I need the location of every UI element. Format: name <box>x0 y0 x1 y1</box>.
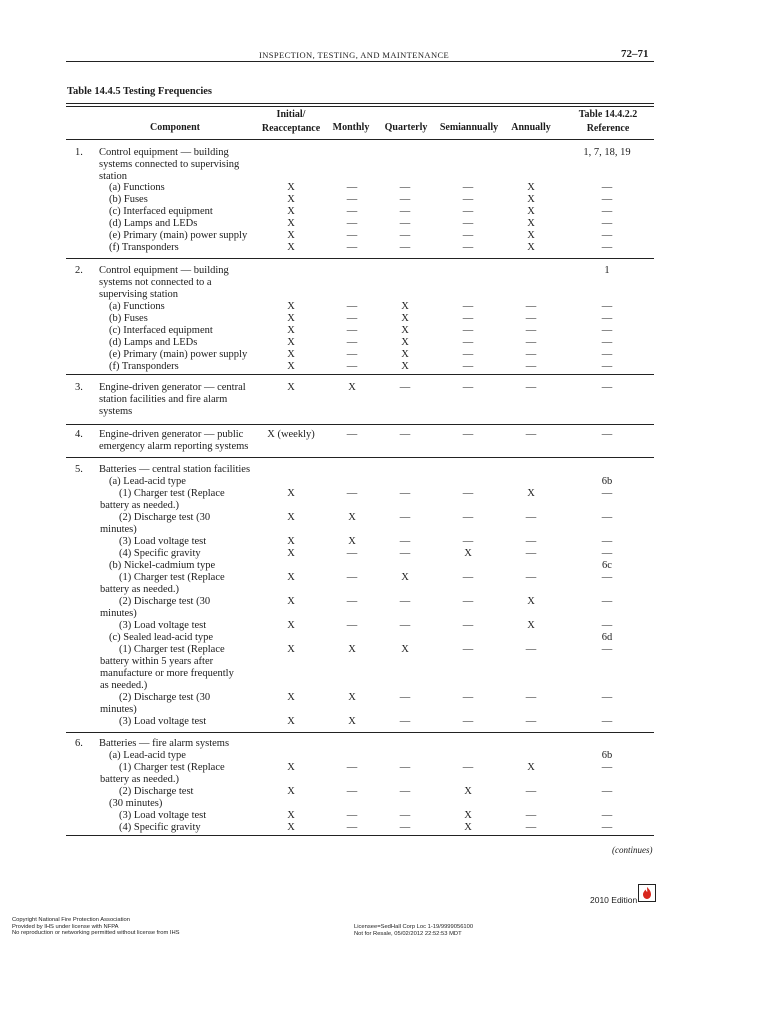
cell-quarterly: — <box>399 786 411 797</box>
cell-reference: — <box>601 762 613 773</box>
row-label: systems connected to supervising <box>99 159 240 170</box>
cell-quarterly: X <box>401 644 409 655</box>
cell-initial: X <box>287 716 295 727</box>
cell-reference: — <box>601 361 613 372</box>
row-label: (3) Load voltage test <box>119 536 207 547</box>
copyright-line: Copyright National Fire Protection Association <box>12 917 130 923</box>
cell-quarterly: — <box>399 382 411 393</box>
cell-initial: X <box>287 230 295 241</box>
copyright-line: No reproduction or networking permitted without license from IHS <box>12 930 180 936</box>
row-label: (d) Lamps and LEDs <box>109 337 198 348</box>
cell-semiannually: X <box>464 548 472 559</box>
section-rule <box>66 732 654 733</box>
column-header-initial <box>250 108 332 136</box>
cell-semiannually: X <box>464 786 472 797</box>
table-top-rule-2 <box>66 106 654 107</box>
cell-annually: — <box>525 325 537 336</box>
cell-reference: — <box>601 230 613 241</box>
cell-initial: X <box>287 536 295 547</box>
cell-quarterly: — <box>399 620 411 631</box>
cell-reference: — <box>601 572 613 583</box>
cell-quarterly: X <box>401 301 409 312</box>
row-label: (1) Charger test (Replace <box>119 644 225 655</box>
cell-initial: X <box>287 313 295 324</box>
cell-reference: — <box>601 313 613 324</box>
cell-annually: — <box>525 644 537 655</box>
cell-annually: — <box>525 572 537 583</box>
cell-semiannually: — <box>462 382 474 393</box>
cell-semiannually: — <box>462 716 474 727</box>
cell-reference: — <box>601 337 613 348</box>
cell-reference: — <box>601 620 613 631</box>
cell-monthly: — <box>346 548 358 559</box>
cell-reference: — <box>601 786 613 797</box>
cell-quarterly: — <box>399 488 411 499</box>
cell-semiannually: — <box>462 692 474 703</box>
cell-quarterly: X <box>401 572 409 583</box>
cell-reference: — <box>601 822 613 833</box>
column-header-component: Component <box>149 122 200 133</box>
cell-annually: — <box>525 810 537 821</box>
row-heading: Engine-driven generator — public <box>99 429 244 440</box>
cell-monthly: — <box>346 596 358 607</box>
nfpa-logo-icon <box>638 884 656 902</box>
cell-initial: X <box>287 572 295 583</box>
cell-initial: X <box>287 206 295 217</box>
section-rule <box>66 374 654 375</box>
row-label: as needed.) <box>100 680 148 691</box>
cell-semiannually: — <box>462 230 474 241</box>
cell-initial: X <box>287 182 295 193</box>
cell-quarterly: — <box>399 762 411 773</box>
cell-quarterly: X <box>401 349 409 360</box>
section-rule <box>66 835 654 836</box>
column-header-quarterly: Quarterly <box>384 122 428 133</box>
cell-semiannually: — <box>462 361 474 372</box>
license-line: Not for Resale, 05/02/2012 22:52:53 MDT <box>354 930 462 937</box>
cell-quarterly: — <box>399 218 411 229</box>
row-label: (3) Load voltage test <box>119 716 207 727</box>
row-label: station facilities and fire alarm <box>99 394 228 405</box>
cell-annually: X <box>527 762 535 773</box>
cell-initial: X <box>287 762 295 773</box>
running-header: INSPECTION, TESTING, AND MAINTENANCE <box>259 50 450 60</box>
cell-semiannually: — <box>462 488 474 499</box>
cell-monthly: — <box>346 218 358 229</box>
cell-annually: X <box>527 230 535 241</box>
cell-quarterly: — <box>399 810 411 821</box>
cell-annually: — <box>525 337 537 348</box>
row-label: (1) Charger test (Replace <box>119 488 225 499</box>
cell-semiannually: — <box>462 572 474 583</box>
cell-quarterly: X <box>401 337 409 348</box>
column-header-semiannually: Semiannually <box>439 122 499 133</box>
row-label: (2) Discharge test (30 <box>119 692 211 703</box>
row-label: (b) Fuses <box>109 194 148 205</box>
cell-reference: 1, 7, 18, 19 <box>583 147 631 158</box>
cell-reference: — <box>601 692 613 703</box>
cell-initial: X <box>287 596 295 607</box>
row-label: (1) Charger test (Replace <box>119 572 225 583</box>
cell-initial: X <box>287 349 295 360</box>
cell-semiannually: — <box>462 325 474 336</box>
cell-quarterly: X <box>401 361 409 372</box>
cell-initial: X <box>287 620 295 631</box>
row-label: systems <box>99 406 133 417</box>
section-rule <box>66 258 654 259</box>
row-label: emergency alarm reporting systems <box>99 441 249 452</box>
cell-reference: — <box>601 536 613 547</box>
cell-reference: — <box>601 716 613 727</box>
cell-monthly: — <box>346 786 358 797</box>
row-heading: Control equipment — building <box>99 265 229 276</box>
cell-quarterly: — <box>399 536 411 547</box>
cell-monthly: X <box>348 512 356 523</box>
cell-annually: — <box>525 716 537 727</box>
cell-semiannually: — <box>462 301 474 312</box>
cell-semiannually: — <box>462 182 474 193</box>
cell-annually: — <box>525 349 537 360</box>
cell-monthly: — <box>346 206 358 217</box>
column-header-reference <box>568 108 648 136</box>
cell-initial: X <box>287 382 295 393</box>
row-label: (3) Load voltage test <box>119 810 207 821</box>
cell-quarterly: X <box>401 313 409 324</box>
cell-monthly: — <box>346 762 358 773</box>
cell-initial: X <box>287 822 295 833</box>
cell-reference: 6b <box>601 476 613 487</box>
cell-reference: — <box>601 349 613 360</box>
row-label: (2) Discharge test <box>119 786 194 797</box>
section-rule <box>66 424 654 425</box>
cell-reference: — <box>601 325 613 336</box>
cell-annually: — <box>525 429 537 440</box>
cell-reference: — <box>601 382 613 393</box>
row-label: (2) Discharge test (30 <box>119 512 211 523</box>
row-label: battery as needed.) <box>100 500 180 511</box>
row-heading: Engine-driven generator — central <box>99 382 246 393</box>
row-label: (4) Specific gravity <box>119 822 201 833</box>
cell-monthly: — <box>346 194 358 205</box>
row-label: (a) Lead-acid type <box>109 750 186 761</box>
row-label: (f) Transponders <box>109 361 179 372</box>
cell-semiannually: — <box>462 337 474 348</box>
row-label: station <box>99 171 127 182</box>
row-number: 5. <box>75 464 83 475</box>
cell-reference: — <box>601 218 613 229</box>
row-label: (e) Primary (main) power supply <box>109 349 248 360</box>
row-label: minutes) <box>100 524 137 535</box>
header-rule <box>66 61 654 62</box>
row-label: manufacture or more frequently <box>100 668 234 679</box>
cell-semiannually: — <box>462 644 474 655</box>
column-header-monthly: Monthly <box>332 122 370 133</box>
cell-initial: X <box>287 337 295 348</box>
copyright-line: Provided by IHS under license with NFPA <box>12 923 119 930</box>
cell-monthly: X <box>348 716 356 727</box>
cell-reference: — <box>601 242 613 253</box>
cell-semiannually: X <box>464 810 472 821</box>
cell-semiannually: — <box>462 762 474 773</box>
cell-semiannually: — <box>462 194 474 205</box>
row-label: (b) Fuses <box>109 313 148 324</box>
cell-quarterly: — <box>399 230 411 241</box>
cell-quarterly: — <box>399 548 411 559</box>
edition-label: 2010 Edition <box>590 895 638 905</box>
cell-quarterly: — <box>399 182 411 193</box>
cell-annually: X <box>527 218 535 229</box>
row-label: (2) Discharge test (30 <box>119 596 211 607</box>
cell-monthly: X <box>348 644 356 655</box>
cell-reference: — <box>601 488 613 499</box>
cell-monthly: — <box>346 349 358 360</box>
cell-quarterly: — <box>399 242 411 253</box>
license-line: Licensee=SedHall Corp Loc 1-19/9999056100 <box>354 924 474 930</box>
row-label: minutes) <box>100 608 137 619</box>
column-header-reference-line2: Reference <box>586 123 630 134</box>
cell-semiannually: X <box>464 822 472 833</box>
row-number: 1. <box>75 147 83 158</box>
header-bottom-rule <box>66 139 654 140</box>
column-header-initial-line2: Reacceptance <box>261 123 321 134</box>
cell-quarterly: X <box>401 325 409 336</box>
row-label: (c) Interfaced equipment <box>109 325 213 336</box>
cell-monthly: — <box>346 810 358 821</box>
column-header-reference-line1: Table 14.4.2.2 <box>578 109 638 120</box>
cell-quarterly: — <box>399 716 411 727</box>
cell-reference: 6d <box>601 632 613 643</box>
cell-monthly: X <box>348 536 356 547</box>
row-label: minutes) <box>100 704 137 715</box>
row-number: 2. <box>75 265 83 276</box>
cell-monthly: — <box>346 182 358 193</box>
cell-monthly: X <box>348 692 356 703</box>
cell-semiannually: — <box>462 596 474 607</box>
row-label: supervising station <box>99 289 179 300</box>
row-label: (d) Lamps and LEDs <box>109 218 198 229</box>
cell-initial: X <box>287 325 295 336</box>
row-label: (30 minutes) <box>109 798 163 809</box>
cell-monthly: — <box>346 620 358 631</box>
cell-annually: — <box>525 692 537 703</box>
row-label: (4) Specific gravity <box>119 548 201 559</box>
cell-annually: X <box>527 596 535 607</box>
row-label: (a) Functions <box>109 301 165 312</box>
table-top-rule <box>66 103 654 104</box>
row-label: (a) Functions <box>109 182 165 193</box>
cell-semiannually: — <box>462 218 474 229</box>
cell-semiannually: — <box>462 512 474 523</box>
row-label: (f) Transponders <box>109 242 179 253</box>
cell-reference: — <box>601 194 613 205</box>
row-number: 4. <box>75 429 83 440</box>
row-label: battery as needed.) <box>100 584 180 595</box>
cell-reference: — <box>601 206 613 217</box>
cell-initial: X <box>287 692 295 703</box>
cell-reference: — <box>601 429 613 440</box>
row-label: systems not connected to a <box>99 277 212 288</box>
cell-reference: — <box>601 810 613 821</box>
license-block <box>354 924 473 937</box>
cell-annually: X <box>527 620 535 631</box>
cell-semiannually: — <box>462 349 474 360</box>
cell-quarterly: — <box>399 429 411 440</box>
cell-semiannually: — <box>462 206 474 217</box>
row-label: (e) Primary (main) power supply <box>109 230 248 241</box>
cell-reference: — <box>601 301 613 312</box>
cell-annually: X <box>527 206 535 217</box>
cell-annually: — <box>525 786 537 797</box>
cell-monthly: — <box>346 488 358 499</box>
cell-semiannually: — <box>462 429 474 440</box>
cell-initial: X <box>287 810 295 821</box>
row-label: (b) Nickel-cadmium type <box>109 560 216 571</box>
cell-annually: — <box>525 313 537 324</box>
cell-initial: X (weekly) <box>267 429 315 440</box>
cell-reference: — <box>601 596 613 607</box>
cell-annually: — <box>525 512 537 523</box>
cell-reference: — <box>601 548 613 559</box>
cell-annually: X <box>527 242 535 253</box>
cell-monthly: — <box>346 301 358 312</box>
row-label: battery as needed.) <box>100 774 180 785</box>
row-number: 3. <box>75 382 83 393</box>
cell-annually: X <box>527 194 535 205</box>
copyright-block <box>12 917 180 937</box>
cell-initial: X <box>287 786 295 797</box>
cell-annually: — <box>525 822 537 833</box>
cell-monthly: — <box>346 242 358 253</box>
cell-reference: — <box>601 512 613 523</box>
cell-annually: — <box>525 361 537 372</box>
cell-initial: X <box>287 488 295 499</box>
cell-annually: X <box>527 488 535 499</box>
cell-initial: X <box>287 512 295 523</box>
row-label: (a) Lead-acid type <box>109 476 186 487</box>
cell-semiannually: — <box>462 536 474 547</box>
column-header-initial-line1: Initial/ <box>276 109 306 120</box>
row-number: 6. <box>75 738 83 749</box>
cell-reference: 1 <box>604 265 610 276</box>
page-number: 72–71 <box>621 48 649 60</box>
cell-reference: — <box>601 644 613 655</box>
cell-initial: X <box>287 644 295 655</box>
cell-monthly: — <box>346 822 358 833</box>
cell-quarterly: — <box>399 822 411 833</box>
column-header-annually: Annually <box>511 122 551 133</box>
cell-monthly: X <box>348 382 356 393</box>
row-heading: Control equipment — building <box>99 147 229 158</box>
cell-semiannually: — <box>462 313 474 324</box>
cell-semiannually: — <box>462 242 474 253</box>
cell-monthly: — <box>346 337 358 348</box>
row-label: (1) Charger test (Replace <box>119 762 225 773</box>
cell-annually: — <box>525 536 537 547</box>
row-label: (c) Interfaced equipment <box>109 206 213 217</box>
cell-initial: X <box>287 242 295 253</box>
cell-monthly: — <box>346 572 358 583</box>
cell-initial: X <box>287 218 295 229</box>
cell-annually: — <box>525 301 537 312</box>
table-title: Table 14.4.5 Testing Frequencies <box>67 86 212 97</box>
cell-monthly: — <box>346 313 358 324</box>
cell-reference: — <box>601 182 613 193</box>
cell-quarterly: — <box>399 512 411 523</box>
cell-quarterly: — <box>399 596 411 607</box>
row-heading: Batteries — central station facilities <box>99 464 251 475</box>
cell-monthly: — <box>346 325 358 336</box>
row-label: battery within 5 years after <box>100 656 214 667</box>
section-rule <box>66 457 654 458</box>
cell-monthly: — <box>346 429 358 440</box>
cell-initial: X <box>287 301 295 312</box>
cell-initial: X <box>287 548 295 559</box>
cell-annually: — <box>525 382 537 393</box>
cell-semiannually: — <box>462 620 474 631</box>
cell-reference: 6c <box>602 560 612 571</box>
row-label: (c) Sealed lead-acid type <box>109 632 214 643</box>
cell-initial: X <box>287 194 295 205</box>
cell-quarterly: — <box>399 692 411 703</box>
cell-initial: X <box>287 361 295 372</box>
cell-quarterly: — <box>399 206 411 217</box>
cell-monthly: — <box>346 361 358 372</box>
row-label: (3) Load voltage test <box>119 620 207 631</box>
cell-annually: X <box>527 182 535 193</box>
cell-quarterly: — <box>399 194 411 205</box>
cell-monthly: — <box>346 230 358 241</box>
row-heading: Batteries — fire alarm systems <box>99 738 230 749</box>
cell-reference: 6b <box>601 750 613 761</box>
continued-note: (continues) <box>612 845 653 855</box>
cell-annually: — <box>525 548 537 559</box>
